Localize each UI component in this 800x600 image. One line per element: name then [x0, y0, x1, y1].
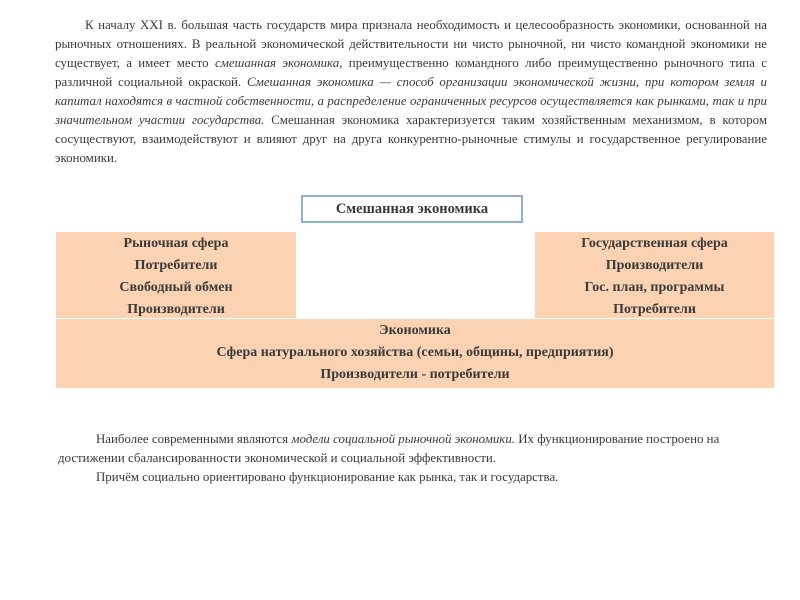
state-sphere-heading: Государственная сфера	[581, 236, 728, 251]
state-item: Гос. план, программы	[584, 280, 725, 295]
market-sphere-cell	[56, 232, 296, 318]
market-sphere-heading: Рыночная сфера	[123, 236, 229, 251]
economy-heading: Экономика	[379, 323, 451, 338]
intro-tail: Смешанная экономика характеризуется таким хозяйственным механизмом, в котором сосуществуют, взаимодействуют и влияют друг на друга конкурентно-рыночные стимулы и государственное регулирование экономики.	[55, 113, 767, 165]
outro-paragraph	[58, 430, 772, 487]
natural-economy-item: Производители - потребители	[320, 367, 510, 382]
intro-line-3: рыночной, ни чисто командной экономики не существует, а имеет место	[55, 37, 767, 70]
market-item: Свободный обмен	[119, 280, 233, 295]
intro-line-1: К началу XXI в. большая часть государств мира признала необходимость и целесообразность	[85, 18, 614, 32]
intro-paragraph	[55, 16, 767, 168]
state-item: Потребители	[613, 302, 696, 317]
state-sphere-cell	[535, 232, 774, 318]
state-item: Производители	[605, 258, 704, 273]
market-item: Производители	[127, 302, 225, 317]
social-market-models-term: модели социальной рыночной экономики.	[291, 432, 516, 446]
natural-economy-cell	[56, 319, 774, 388]
natural-economy-item: Сфера натурального хозяйства (семьи, общины, предприятия)	[216, 345, 614, 360]
outro-sentence-2: Причём социально ориентировано функционирование как рынка, так и государства.	[96, 470, 559, 484]
market-item: Потребители	[134, 258, 218, 273]
intro-line-4: преимущественно командного либо преимущественно рыночного типа с различной социальной окраской.	[55, 56, 767, 89]
economy-diagram	[56, 232, 774, 388]
mixed-economy-term: смешанная экономика,	[214, 56, 343, 70]
outro-sentence-1: Наиболее современными являются модели социальной рыночной экономики. Их функционирование построено на достижении сбалансированности экономической и социальной эффективности.	[58, 432, 720, 465]
empty-middle-cell	[296, 232, 535, 318]
intro-line-2: экономики, основанной на рыночных отношениях. В реальной экономической действительности ни чисто	[55, 18, 767, 51]
mixed-economy-definition: Смешанная экономика — способ организации экономической жизни, при котором земля и капитал находятся в частной собственности, а распределение ограниченных ресурсов осуществляется как рынками, так и при значительном участии государства.	[55, 75, 767, 127]
diagram-title: Смешанная экономика	[301, 195, 523, 223]
